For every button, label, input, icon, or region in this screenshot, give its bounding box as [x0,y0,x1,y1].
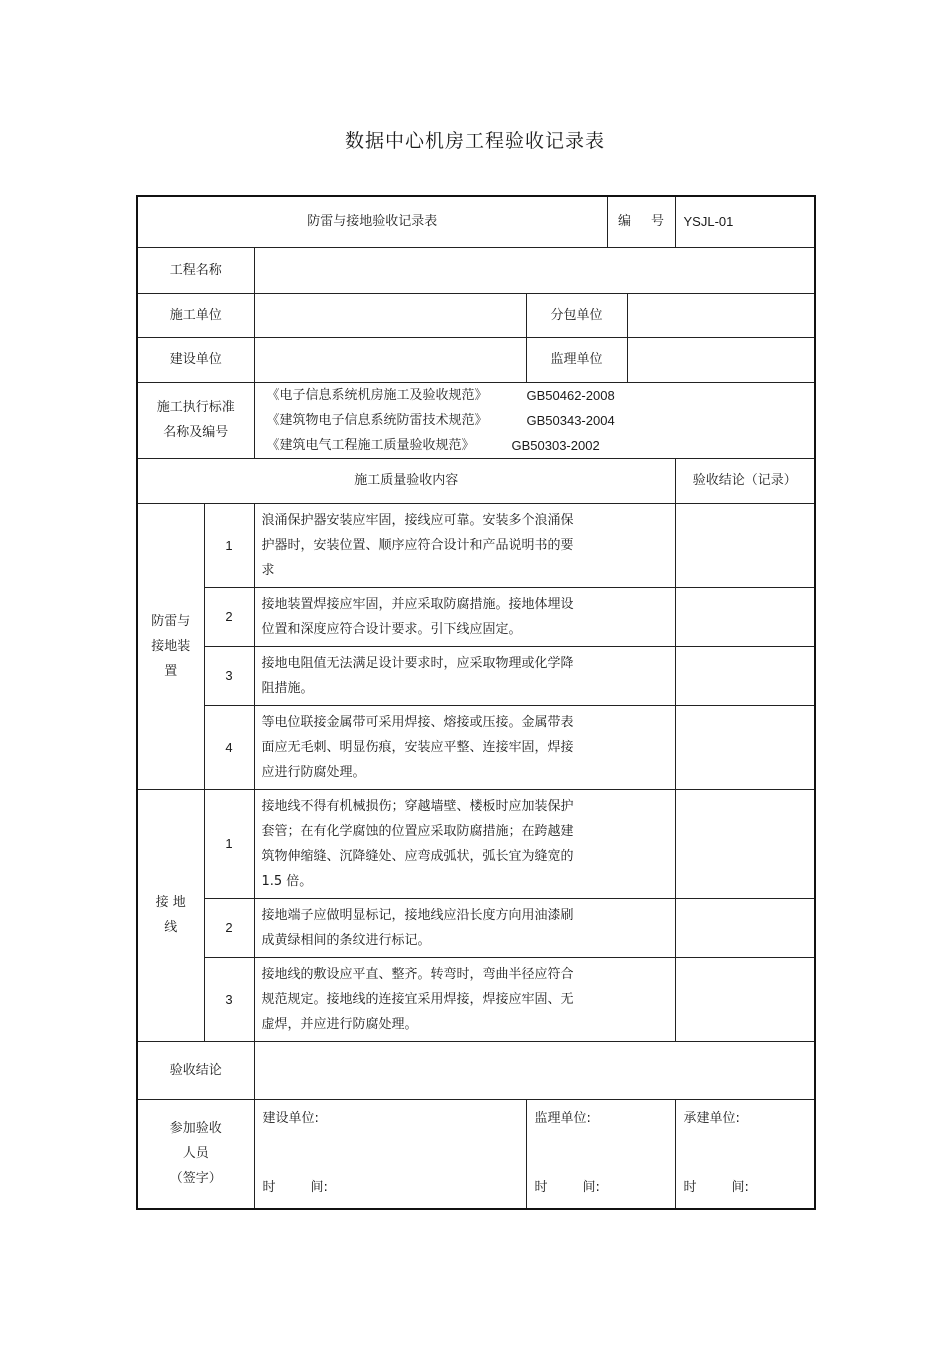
standard-item: 《建筑物电子信息系统防雷技术规范》 GB50343-2004 [266,412,615,428]
form-title: 防雷与接地验收记录表 [137,196,607,247]
code-label: 编 号 [607,196,675,247]
subcontract-unit-label: 分包单位 [526,293,627,337]
item-text: 接地端子应做明显标记，接地线应沿长度方向用油漆刷 成黄绿相间的条纹进行标记。 [254,898,675,957]
standard-item: 《建筑电气工程施工质量验收规范》 GB50303-2002 [266,437,600,453]
conclusion-header: 验收结论（记录） [675,458,815,503]
item-number: 3 [204,957,254,1041]
item-text: 浪涌保护器安装应牢固，接线应可靠。安装多个浪涌保 护器时，安装位置、顺序应符合设计和产品说明书的要 求 [254,503,675,587]
owner-unit-field[interactable] [254,337,526,382]
item-conclusion-field[interactable] [675,587,815,646]
standard-item: 《电子信息系统机房施工及验收规范》 GB50462-2008 [266,387,615,403]
item-text: 接地线的敷设应平直、整齐。转弯时，弯曲半径应符合 规范规定。接地线的连接宜采用焊接，焊接应牢固、无 虚焊，并应进行防腐处理。 [254,957,675,1041]
code-value: YSJL-01 [675,196,815,247]
group-label-ground-wire: 接 地 线 [137,789,204,1041]
item-number: 3 [204,646,254,705]
item-number: 1 [204,789,254,898]
conclusion-label: 验收结论 [137,1041,254,1099]
construction-unit-label: 施工单位 [137,293,254,337]
item-conclusion-field[interactable] [675,503,815,587]
item-conclusion-field[interactable] [675,789,815,898]
construction-unit-field[interactable] [254,293,526,337]
standards-list [254,382,815,458]
item-number: 2 [204,898,254,957]
signoff-contractor[interactable]: 承建单位: 时 间: [675,1099,815,1209]
item-text: 接地线不得有机械损伤；穿越墙壁、楼板时应加装保护 套管；在有化学腐蚀的位置应采取防腐措施；在跨越建 筑物伸缩缝、沉降缝处、应弯成弧状，弧长宜为缝宽的 1.5 倍。 [254,789,675,898]
standards-label: 施工执行标准 名称及编号 [137,382,254,458]
project-name-field[interactable] [254,247,815,293]
supervision-unit-field[interactable] [627,337,815,382]
item-text: 接地电阻值无法满足设计要求时，应采取物理或化学降 阻措施。 [254,646,675,705]
signoff-label: 参加验收 人员 （签字） [137,1099,254,1209]
page-title: 数据中心机房工程验收记录表 [344,130,605,152]
item-number: 4 [204,705,254,789]
supervision-unit-label: 监理单位 [526,337,627,382]
item-number: 2 [204,587,254,646]
item-text: 等电位联接金属带可采用焊接、熔接或压接。金属带表 面应无毛刺、明显伤痕，安装应平整、连接牢固，焊接 应进行防腐处理。 [254,705,675,789]
item-text: 接地装置焊接应牢固，并应采取防腐措施。接地体埋设 位置和深度应符合设计要求。引下线应固定。 [254,587,675,646]
item-conclusion-field[interactable] [675,705,815,789]
subcontract-unit-field[interactable] [627,293,815,337]
group-label-lightning: 防雷与 接地装 置 [137,503,204,789]
project-name-label: 工程名称 [137,247,254,293]
signoff-supervision[interactable]: 监理单位: 时 间: [526,1099,675,1209]
item-conclusion-field[interactable] [675,646,815,705]
acceptance-form-table [136,195,816,1210]
item-conclusion-field[interactable] [675,898,815,957]
signoff-owner[interactable]: 建设单位: 时 间: [254,1099,526,1209]
item-conclusion-field[interactable] [675,957,815,1041]
owner-unit-label: 建设单位 [137,337,254,382]
content-header: 施工质量验收内容 [137,458,675,503]
item-number: 1 [204,503,254,587]
conclusion-field[interactable] [254,1041,815,1099]
